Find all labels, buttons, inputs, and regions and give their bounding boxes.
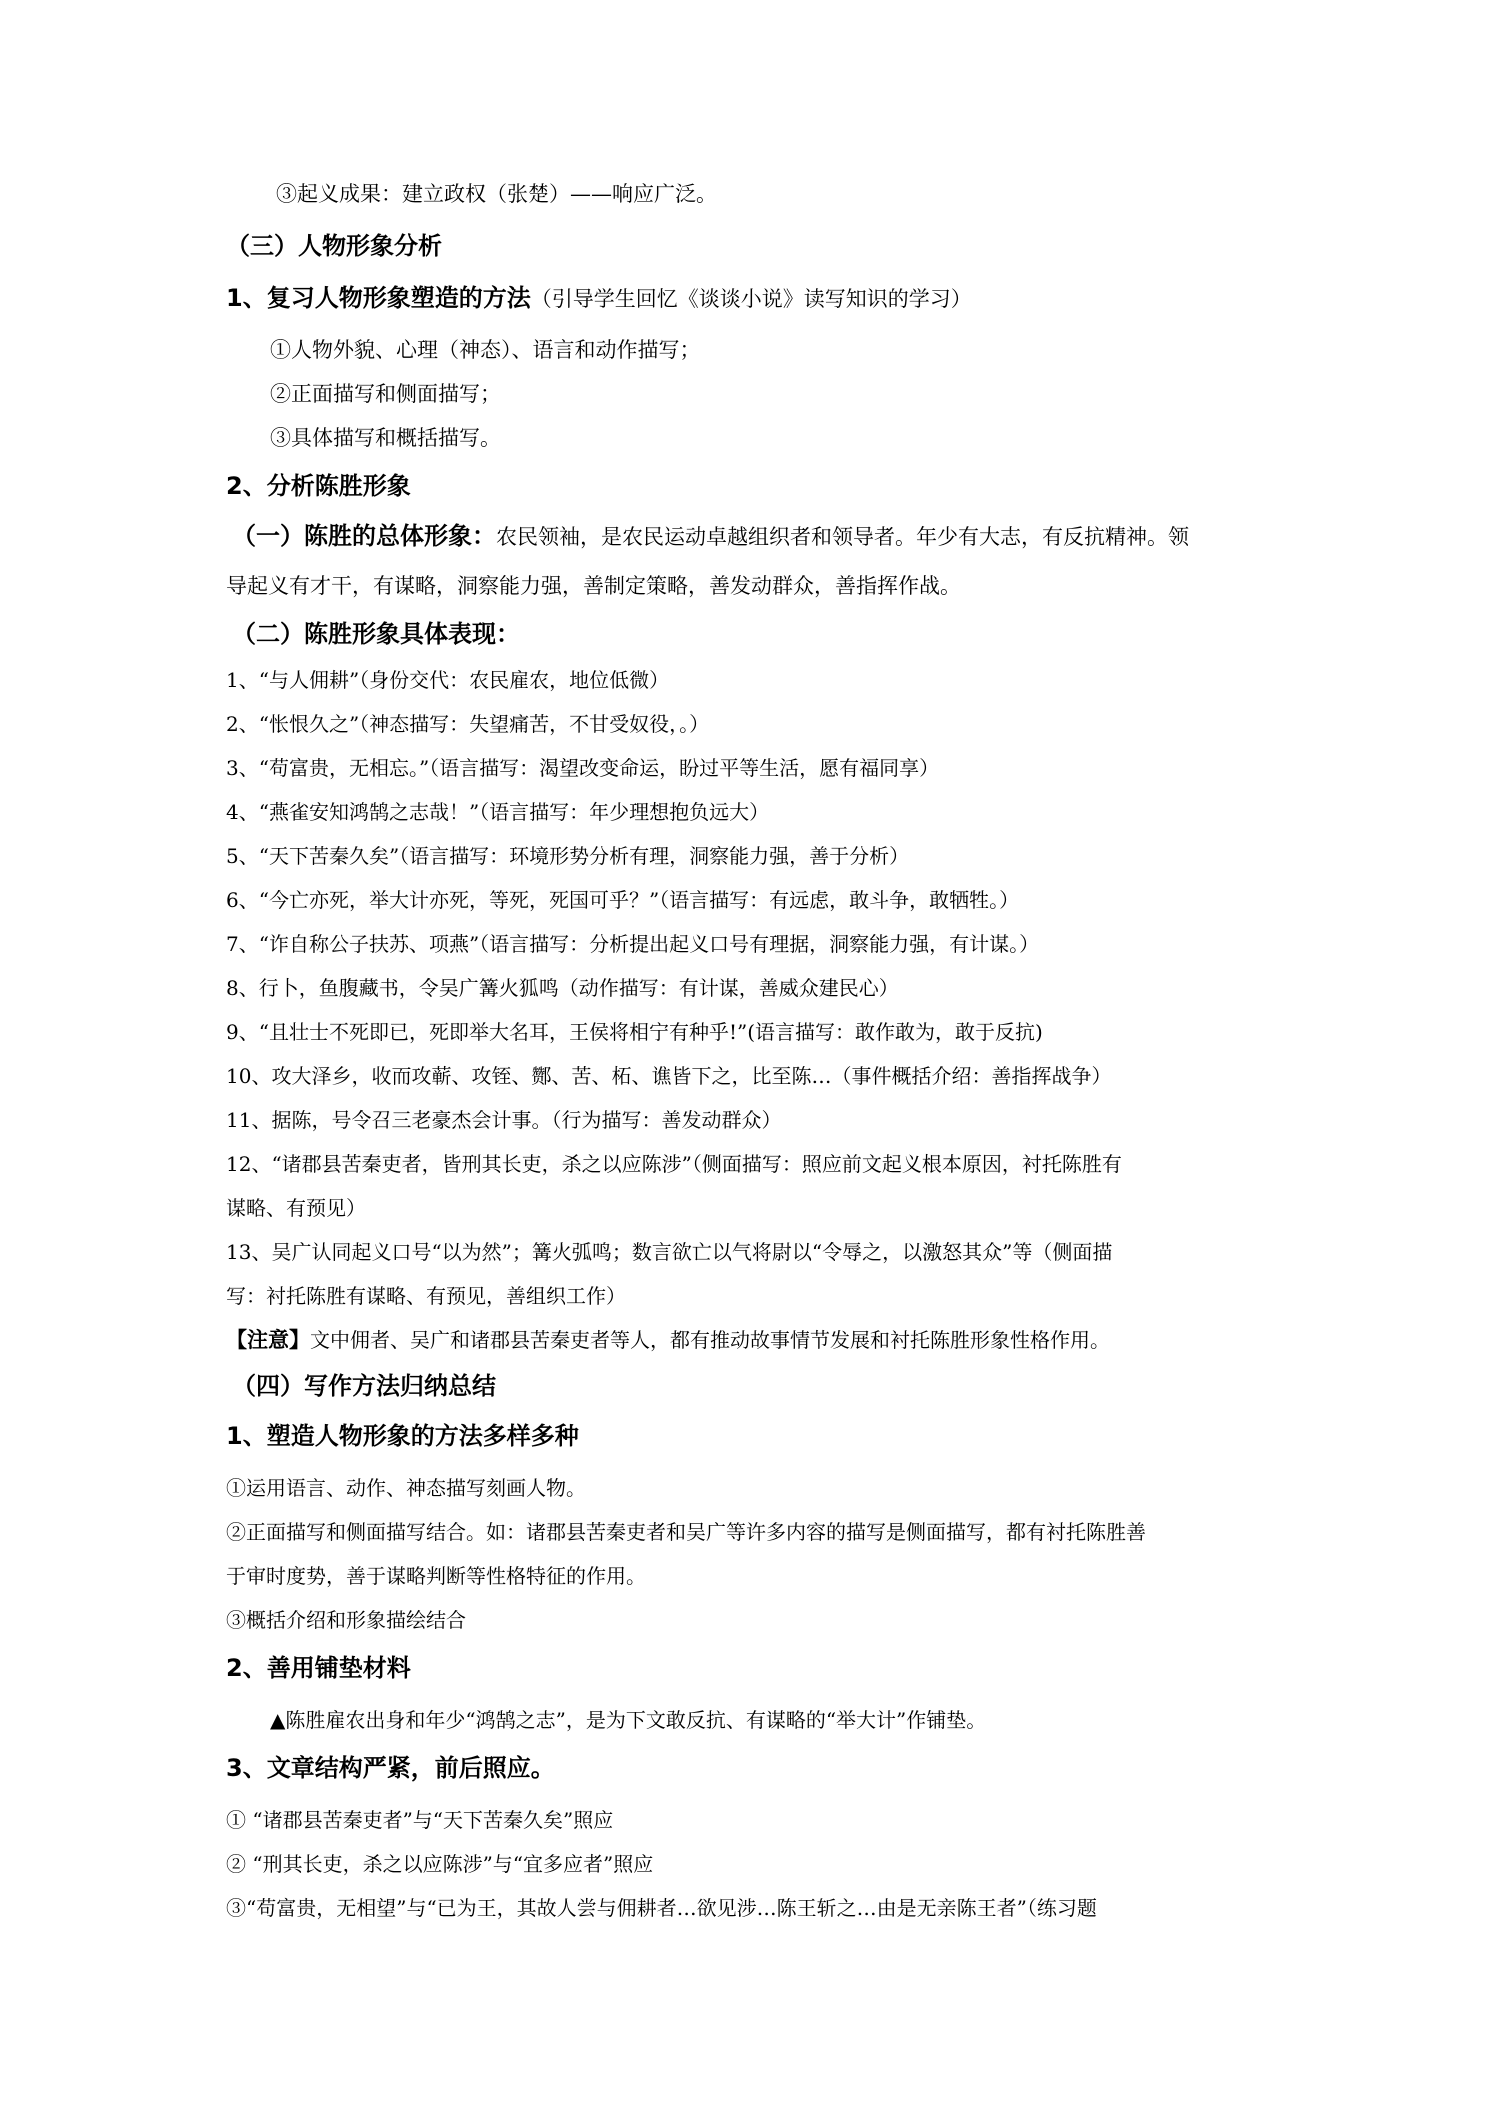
note-label: 【注意】 <box>226 1328 310 1352</box>
subheading: 2、善用铺垫材料 <box>226 1654 411 1682</box>
subheading: 3、文章结构严紧，前后照应。 <box>226 1754 555 1782</box>
text-line-continuation: 于审时度势，善于谋略判断等性格特征的作用。 <box>226 1564 646 1588</box>
list-item: 5、“天下苦秦久矣”（语言描写：环境形势分析有理，洞察能力强，善于分析） <box>226 844 910 868</box>
subheading: 1、塑造人物形象的方法多样多种 <box>226 1422 579 1450</box>
list-item: 8、行卜，鱼腹藏书，令吴广篝火狐鸣（动作描写：有计谋，善威众建民心） <box>226 976 899 1000</box>
list-item: 1、“与人佣耕”（身份交代：农民雇农，地位低微） <box>226 668 670 692</box>
list-item: 2、“怅恨久之”（神态描写：失望痛苦，不甘受奴役，。） <box>226 712 710 736</box>
subheading: 1、复习人物形象塑造的方法 <box>226 284 531 312</box>
paragraph-text: 农民领袖，是农民运动卓越组织者和领导者。年少有大志，有反抗精神。领 <box>496 525 1189 549</box>
note-line <box>226 1324 1110 1356</box>
list-item: 12、“诸郡县苦秦吏者，皆刑其长吏，杀之以应陈涉”（侧面描写：照应前文起义根本原因，衬托陈胜有 <box>226 1152 1122 1176</box>
text-line: ②正面描写和侧面描写； <box>270 382 501 406</box>
text-line: ③具体描写和概括描写。 <box>270 426 501 450</box>
paragraph-lead: （一）陈胜的总体形象： <box>232 522 496 550</box>
text-line: ① “诸郡县苦秦吏者”与“天下苦秦久矣”照应 <box>226 1808 614 1832</box>
list-item: 3、“苟富贵，无相忘。”（语言描写：渴望改变命运，盼过平等生活，愿有福同享） <box>226 756 940 780</box>
text-line: ▲陈胜雇农出身和年少“鸿鹄之志”，是为下文敢反抗、有谋略的“举大计”作铺垫。 <box>270 1708 987 1732</box>
subheading: （二）陈胜形象具体表现： <box>232 620 520 648</box>
list-item: 10、攻大泽乡，收而攻蕲、攻铚、酂、苦、柘、谯皆下之，比至陈…（事件概括介绍：善指挥战争） <box>226 1064 1112 1088</box>
text-line: ②正面描写和侧面描写结合。如：诸郡县苦秦吏者和吴广等许多内容的描写是侧面描写，都有衬托陈胜善 <box>226 1520 1146 1544</box>
text-line: ③概括介绍和形象描绘结合 <box>226 1608 466 1632</box>
list-item-continuation: 谋略、有预见） <box>226 1196 366 1220</box>
text-line: ③起义成果：建立政权（张楚）——响应广泛。 <box>276 182 717 206</box>
text-line: ①人物外貌、心理（神态）、语言和动作描写； <box>270 338 701 362</box>
subheading-line <box>226 282 972 315</box>
note-text: 文中佣者、吴广和诸郡县苦秦吏者等人，都有推动故事情节发展和衬托陈胜形象性格作用。 <box>310 1328 1110 1352</box>
list-item: 13、吴广认同起义口号“以为然”；篝火弧鸣；数言欲亡以气将尉以“令辱之，以激怒其众”等（侧面描 <box>226 1240 1113 1264</box>
list-item: 9、“且壮士不死即已，死即举大名耳，王侯将相宁有种乎!”(语言描写：敢作敢为，敢于反抗) <box>226 1020 1043 1044</box>
text-line: ② “刑其长吏，杀之以应陈涉”与“宜多应者”照应 <box>226 1852 654 1876</box>
list-item: 4、“燕雀安知鸿鹄之志哉！”（语言描写：年少理想抱负远大） <box>226 800 770 824</box>
list-item: 11、据陈，号令召三老豪杰会计事。（行为描写：善发动群众） <box>226 1108 782 1132</box>
subheading: 2、分析陈胜形象 <box>226 472 411 500</box>
paragraph-line: 导起义有才干，有谋略，洞察能力强，善制定策略，善发动群众，善指挥作战。 <box>226 574 961 598</box>
list-item: 7、“诈自称公子扶苏、项燕”（语言描写：分析提出起义口号有理据，洞察能力强，有计谋。） <box>226 932 1040 956</box>
subheading-note: （引导学生回忆《谈谈小说》读写知识的学习） <box>530 287 972 311</box>
text-line: ①运用语言、动作、神态描写刻画人物。 <box>226 1476 586 1500</box>
list-item-continuation: 写：衬托陈胜有谋略、有预见，善组织工作） <box>226 1284 626 1308</box>
paragraph-line <box>232 520 1189 553</box>
text-line: ③“苟富贵，无相望”与“已为王，其故人尝与佣耕者…欲见涉…陈王斩之…由是无亲陈王者”（练习题 <box>226 1896 1097 1920</box>
section-heading: （三）人物形象分析 <box>226 232 442 260</box>
section-heading: （四）写作方法归纳总结 <box>232 1372 496 1400</box>
list-item: 6、“今亡亦死，举大计亦死，等死，死国可乎？”（语言描写：有远虑，敢斗争，敢牺牲。） <box>226 888 1020 912</box>
